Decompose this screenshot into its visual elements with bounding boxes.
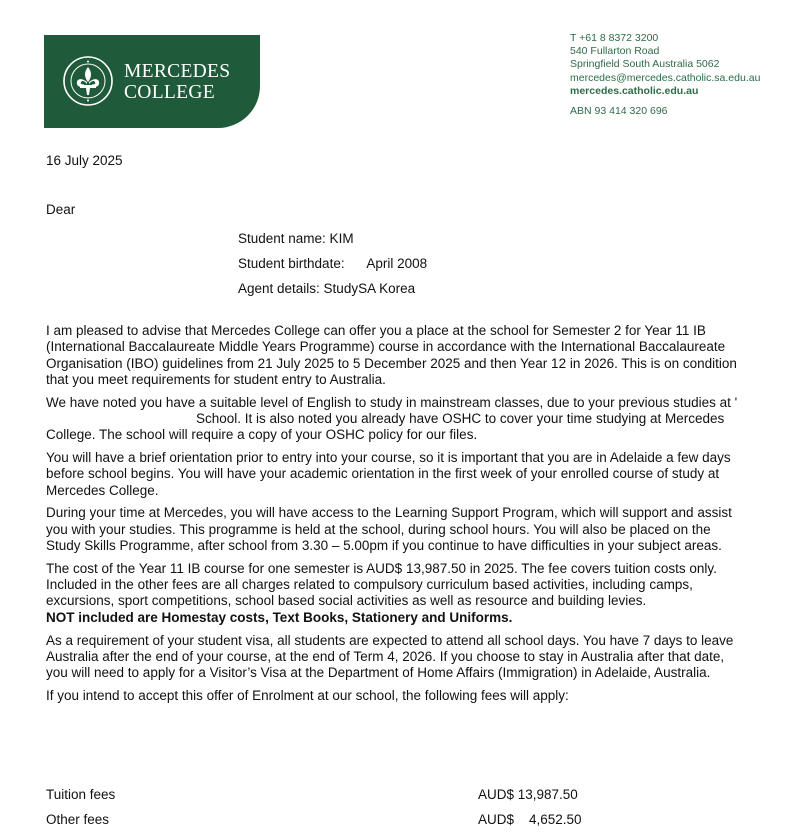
fee-table [46,787,646,837]
contact-suburb: Springfield South Australia 5062 [570,58,720,71]
student-details [238,226,427,301]
contact-phone: T +61 8 8372 3200 [570,32,659,44]
paragraph-cost-exclusions: NOT included are Homestay costs, Text Books, Stationery and Uniforms. [46,609,513,625]
paragraph-english [46,395,746,444]
student-name: Student name: KIM [238,231,354,246]
contact-block [570,32,760,118]
fee-label: Tuition fees [46,787,116,802]
fee-amount: AUD$ 13,987.50 [478,787,578,802]
fleur-de-lis-seal-icon [62,55,114,107]
letter-body [46,323,746,711]
logo-wordmark [124,61,230,103]
paragraph-support: During your time at Mercedes, you will have access to the Learning Support Program, which will support and assist you with your studies. This programme is held at the school, during school hours. You will also be placed on the Study Skills Programme, after school from 3.30 – 5.00pm if you continue to have difficulties in your subject areas. [46,505,732,554]
fee-amount: AUD$ 4,652.50 [478,812,582,827]
paragraph-cost [46,561,746,626]
paragraph-accept: If you intend to accept this offer of Enrolment at our school, the following fees will apply: [46,687,569,703]
paragraph-english-end: School. It is also noted you already have OSHC to cover your time studying at Mercedes College. The school will require a copy of your OSHC policy for our files. [46,410,725,443]
agent-details: Agent details: StudySA Korea [238,281,416,296]
paragraph-visa: As a requirement of your student visa, all students are expected to attend all school days. You have 7 days to leave Australia after the end of your course, at the end of Term 4, 2026. If you choose to stay in Australia after that date, you will need to apply for a Visitor’s Visa at the Department of Home Affairs (Immigration) in Adelaide, Australia. [46,632,734,681]
paragraph-english-start: We have noted you have a suitable level of English to study in mainstream classes, due to your previous studies at ' [46,394,738,410]
student-birthdate: Student birthdate: April 2008 [238,256,428,271]
college-logo [44,35,260,128]
contact-abn: ABN 93 414 320 696 [570,105,668,118]
logo-line-1: MERCEDES [124,61,231,82]
logo-line-2: COLLEGE [124,82,215,103]
letter-date: 16 July 2025 [46,153,123,168]
contact-street: 540 Fullarton Road [570,45,660,58]
salutation: Dear [46,202,76,217]
paragraph-orientation: You will have a brief orientation prior to entry into your course, so it is important that you are in Adelaide a few days before school begins. You will have your academic orientation in the first week of your enrolled course of study at Mercedes College. [46,450,731,498]
fee-row-tuition [46,787,646,812]
fee-row-other [46,812,646,837]
paragraph-offer: I am pleased to advise that Mercedes College can offer you a place at the school for Semester 2 for Year 11 IB (International Baccalaureate Middle Years Programme) course in accordance with the International Baccalaureate Organisation (IBO) guidelines from 21 July 2025 to 5 December 2025 and then Year 12 in 2026. This is on condition that you meet requirements for student entry to Australia. [46,323,737,387]
contact-email: mercedes@mercedes.catholic.sa.edu.au [570,71,761,84]
paragraph-cost-text: The cost of the Year 11 IB course for one semester is AUD$ 13,987.50 in 2025. The fee covers tuition costs only. Included in the other fees are all charges related to compulsory curriculum based activities, including camps, excursions, sport competitions, school based social activities as well as resource and building levies. [46,560,717,609]
fee-label: Other fees [46,812,110,827]
contact-website: mercedes.catholic.edu.au [570,84,699,97]
